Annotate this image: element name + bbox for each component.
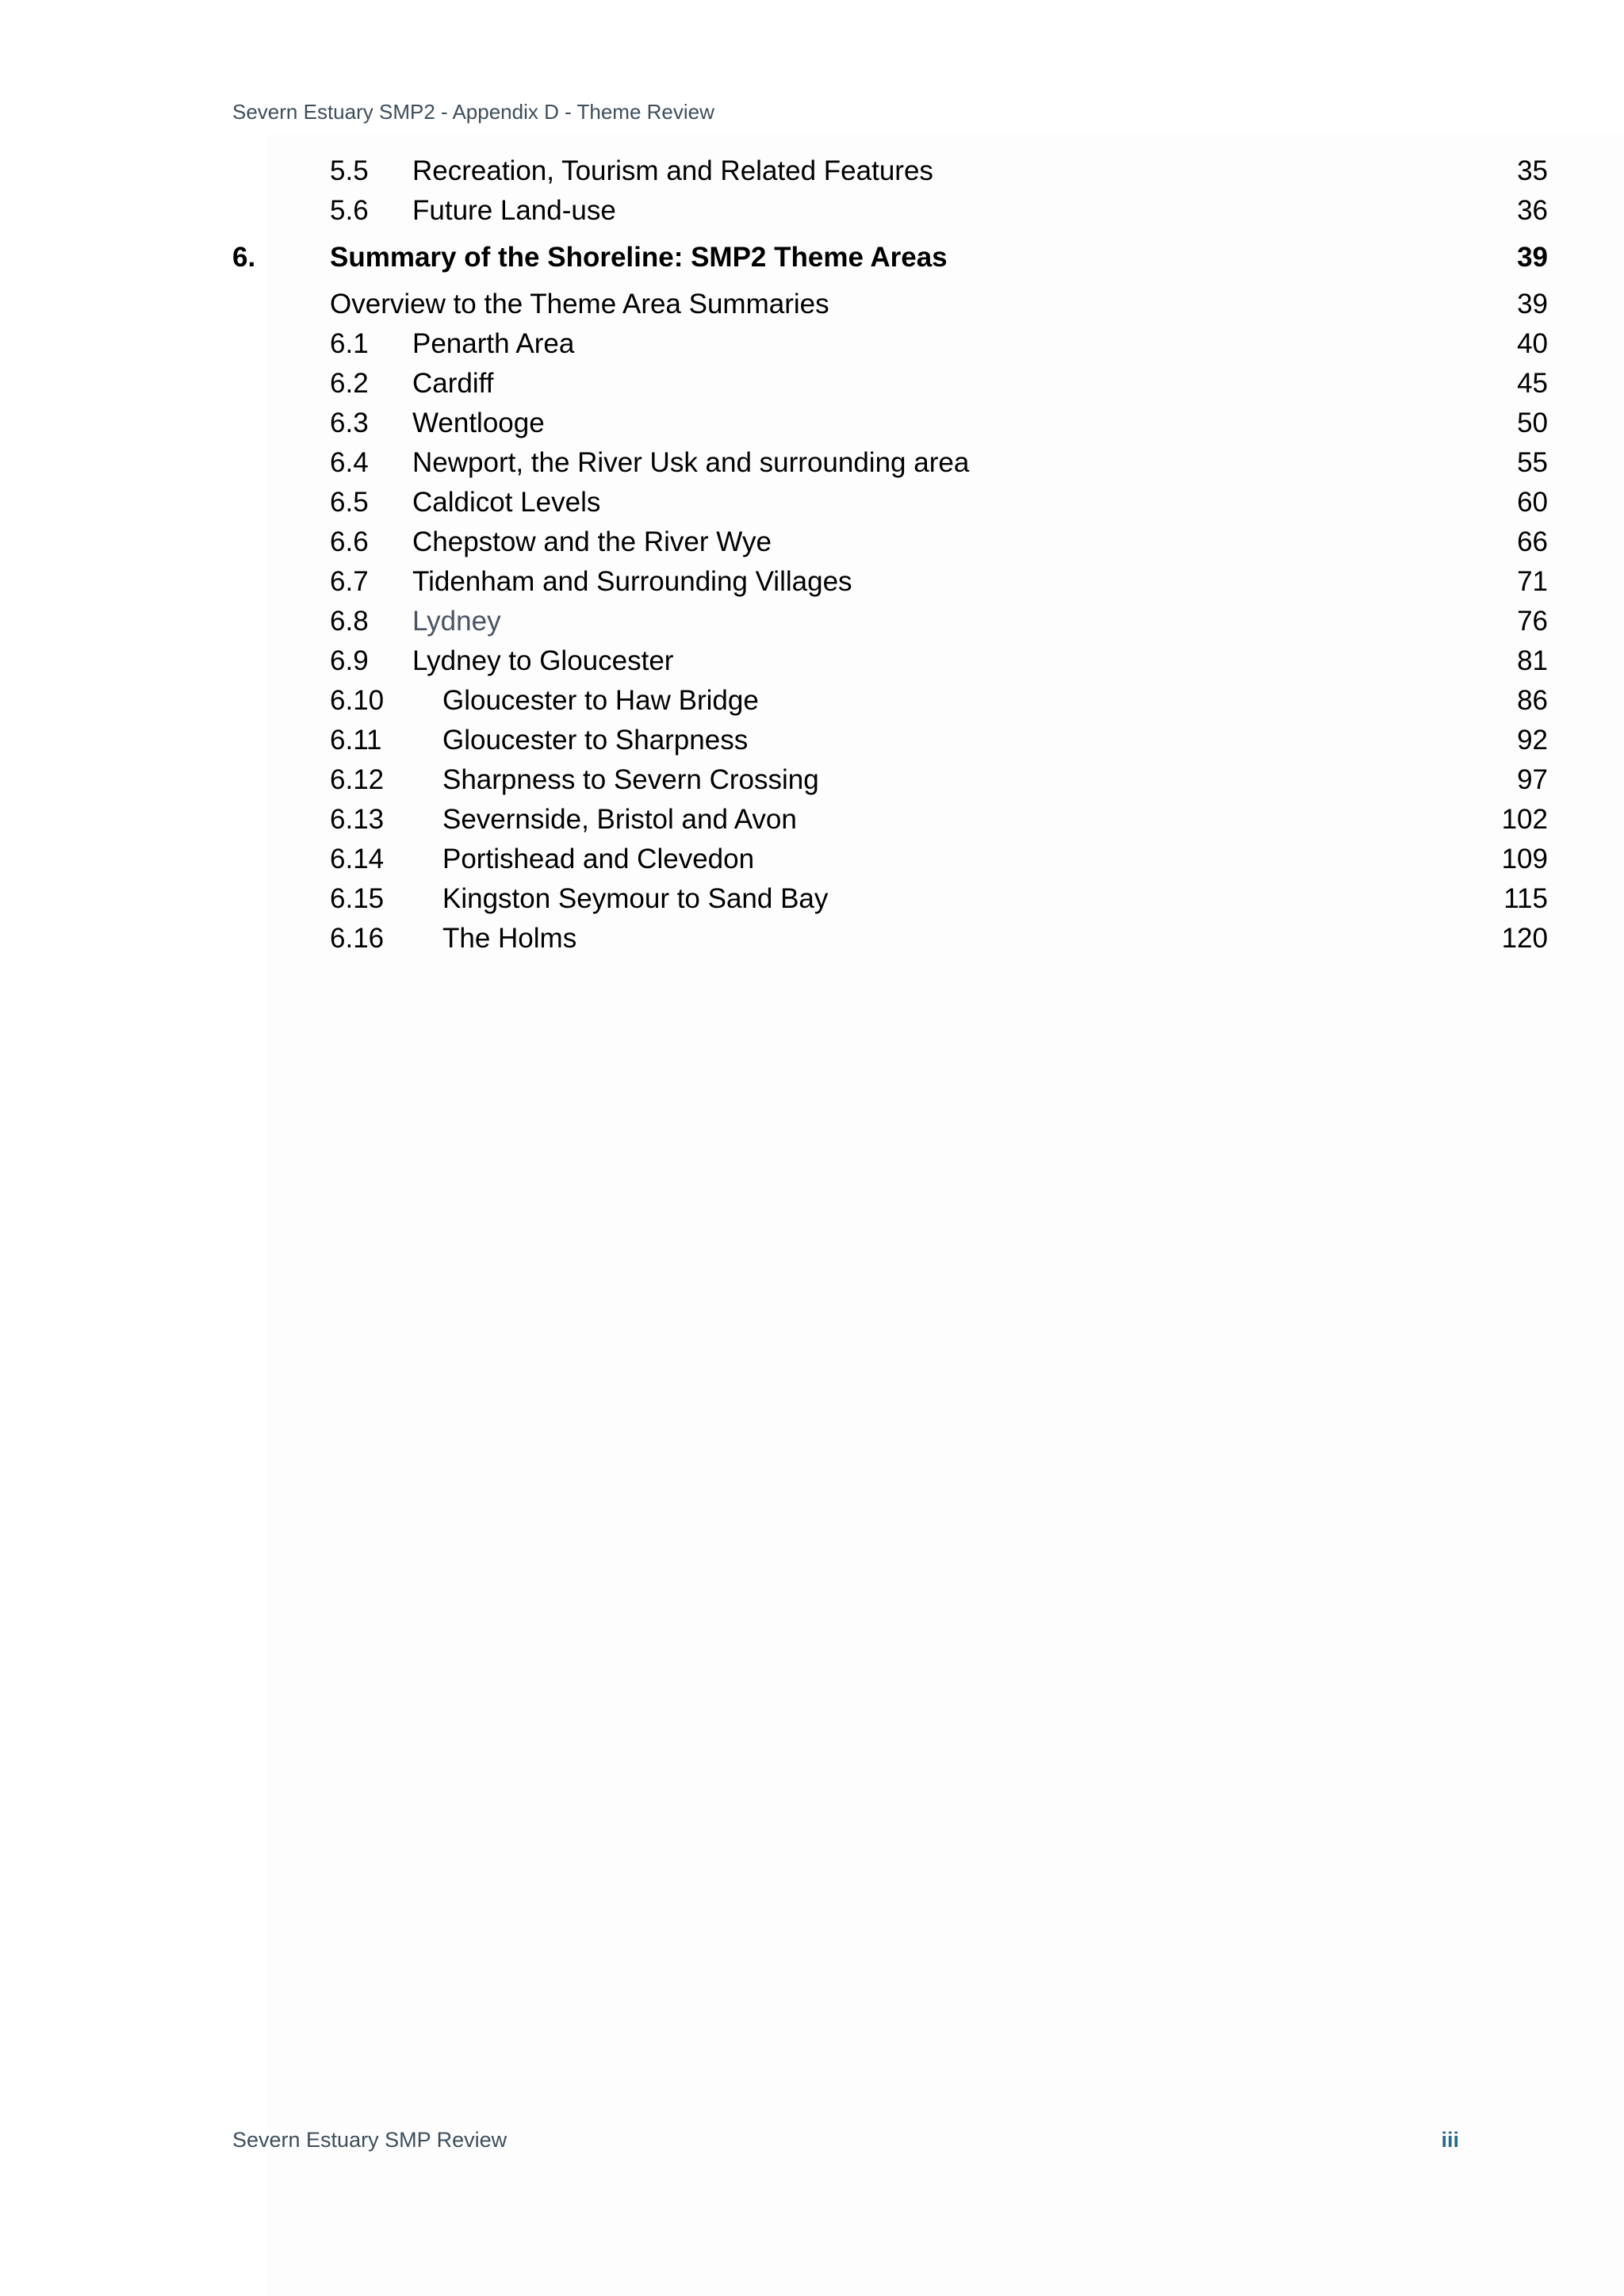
- toc-entry-title: Severnside, Bristol and Avon: [442, 804, 797, 835]
- toc-entry-page: 50: [1517, 408, 1548, 438]
- toc-entry-page: 60: [1517, 487, 1548, 518]
- toc-entry-title: Tidenham and Surrounding Villages: [412, 566, 852, 597]
- toc-entry-6-4[interactable]: [0, 446, 1624, 480]
- toc-entry-title: Newport, the River Usk and surrounding area: [412, 447, 970, 478]
- toc-entry-6-11[interactable]: [0, 723, 1624, 758]
- toc-entry-number: 6.5: [330, 487, 369, 518]
- toc-entry-page: 120: [1501, 923, 1548, 954]
- toc-entry-page: 76: [1517, 606, 1548, 637]
- toc-entry-number: 6.10: [330, 685, 385, 716]
- toc-entry-number: 6.8: [330, 606, 369, 637]
- toc-entry-title: Kingston Seymour to Sand Bay: [442, 883, 829, 914]
- toc-entry-number: 6.3: [330, 408, 369, 438]
- toc-chapter-6[interactable]: [0, 240, 1624, 275]
- toc-entry-6-3[interactable]: [0, 406, 1624, 441]
- toc-entry-page: 35: [1517, 155, 1548, 186]
- toc-entry-number: 6.1: [330, 328, 369, 359]
- toc-entry-6-10[interactable]: [0, 683, 1624, 718]
- toc-entry-page: 109: [1501, 844, 1548, 874]
- toc-entry-5-6[interactable]: [0, 193, 1624, 228]
- toc-chapter-number: 6.: [232, 242, 256, 273]
- toc-entry-page: 66: [1517, 526, 1548, 557]
- toc-entry-page: 40: [1517, 328, 1548, 359]
- toc-entry-number: 6.14: [330, 844, 385, 874]
- toc-entry-page: 115: [1503, 883, 1548, 914]
- toc-entry-title: Lydney: [412, 606, 501, 637]
- table-of-contents: [0, 0, 1624, 967]
- toc-entry-6-15[interactable]: [0, 882, 1624, 916]
- toc-entry-title: Future Land-use: [412, 195, 616, 226]
- toc-entry-title: Gloucester to Haw Bridge: [442, 685, 759, 716]
- toc-entry-title: Lydney to Gloucester: [412, 645, 674, 676]
- toc-entry-number: 6.11: [330, 725, 382, 756]
- toc-entry-6-2[interactable]: [0, 366, 1624, 401]
- toc-entry-title: Caldicot Levels: [412, 487, 601, 518]
- toc-entry-6-6[interactable]: [0, 525, 1624, 560]
- toc-entry-6-1[interactable]: [0, 327, 1624, 362]
- toc-entry-5-5[interactable]: [0, 154, 1624, 189]
- toc-entry-number: 6.4: [330, 447, 369, 478]
- toc-entry-number: 5.6: [330, 195, 369, 226]
- toc-entry-number: 6.12: [330, 764, 385, 795]
- toc-entry-number: 5.5: [330, 155, 369, 186]
- toc-entry-page: 102: [1501, 804, 1548, 835]
- footer-page-number: iii: [1441, 2128, 1459, 2152]
- toc-entry-overview[interactable]: [0, 287, 1624, 322]
- toc-entry-number: 6.6: [330, 526, 369, 557]
- toc-entry-title: Cardiff: [412, 368, 494, 399]
- toc-entry-number: 6.16: [330, 923, 385, 954]
- toc-entry-page: 92: [1517, 725, 1548, 756]
- toc-entry-page: 81: [1517, 645, 1548, 676]
- toc-entry-6-8[interactable]: [0, 604, 1624, 639]
- toc-entry-page: 45: [1517, 368, 1548, 399]
- toc-chapter-title: Summary of the Shoreline: SMP2 Theme Areas: [330, 242, 948, 273]
- toc-entry-title: Penarth Area: [412, 328, 575, 359]
- toc-entry-page: 71: [1517, 566, 1548, 597]
- toc-entry-number: 6.2: [330, 368, 369, 399]
- toc-entry-6-14[interactable]: [0, 842, 1624, 877]
- toc-entry-number: 6.9: [330, 645, 369, 676]
- toc-entry-number: 6.15: [330, 883, 385, 914]
- toc-chapter-page: 39: [1517, 242, 1548, 273]
- toc-entry-6-9[interactable]: [0, 644, 1624, 679]
- toc-entry-6-5[interactable]: [0, 485, 1624, 520]
- toc-entry-6-7[interactable]: [0, 564, 1624, 599]
- toc-entry-title: Portishead and Clevedon: [442, 844, 755, 874]
- toc-entry-title: Chepstow and the River Wye: [412, 526, 772, 557]
- toc-entry-page: 97: [1517, 764, 1548, 795]
- toc-entry-title: Gloucester to Sharpness: [442, 725, 749, 756]
- footer-title: Severn Estuary SMP Review: [232, 2128, 508, 2152]
- toc-entry-page: 55: [1517, 447, 1548, 478]
- toc-entry-number: 6.7: [330, 566, 369, 597]
- running-header: Severn Estuary SMP2 - Appendix D - Theme Review: [232, 100, 714, 124]
- toc-entry-title: Overview to the Theme Area Summaries: [330, 289, 829, 320]
- toc-entry-6-13[interactable]: [0, 802, 1624, 837]
- toc-entry-title: Wentlooge: [412, 408, 545, 438]
- toc-entry-page: 86: [1517, 685, 1548, 716]
- toc-entry-6-16[interactable]: [0, 921, 1624, 956]
- toc-entry-number: 6.13: [330, 804, 385, 835]
- toc-entry-6-12[interactable]: [0, 763, 1624, 798]
- toc-entry-title: The Holms: [442, 923, 577, 954]
- toc-entry-title: Recreation, Tourism and Related Features: [412, 155, 933, 186]
- toc-entry-page: 36: [1517, 195, 1548, 226]
- toc-entry-page: 39: [1517, 289, 1548, 320]
- toc-entry-title: Sharpness to Severn Crossing: [442, 764, 819, 795]
